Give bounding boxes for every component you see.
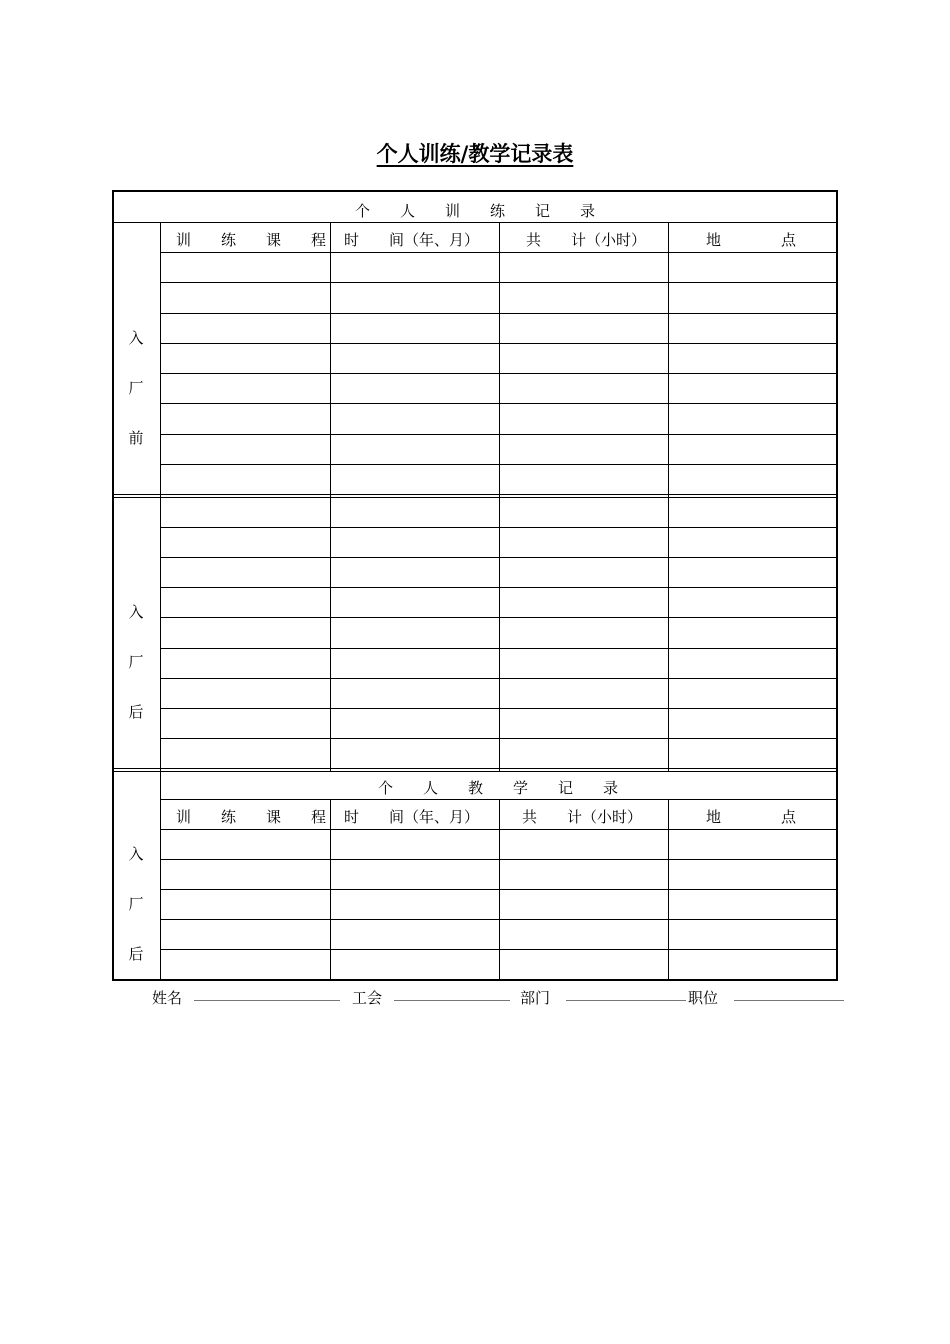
column-divider xyxy=(499,222,500,771)
teaching-record-header: 个 人 教 学 记 录 xyxy=(377,779,618,797)
row-divider xyxy=(160,829,836,830)
side-char: 入 xyxy=(128,845,144,863)
side-label-before-joining xyxy=(114,328,158,478)
record-form xyxy=(112,190,838,981)
col-header-location: 地 点 xyxy=(706,808,797,826)
name-field-line[interactable] xyxy=(194,1000,340,1001)
section-divider xyxy=(114,771,836,772)
side-label-teaching-after-joining xyxy=(114,844,158,994)
side-char: 入 xyxy=(128,603,144,621)
union-field-line[interactable] xyxy=(394,1000,510,1001)
row-divider xyxy=(160,434,836,435)
side-char: 厂 xyxy=(128,379,144,397)
row-divider xyxy=(160,799,836,800)
row-divider xyxy=(160,557,836,558)
col-header-hours: 共 计（小时） xyxy=(522,808,643,826)
row-divider xyxy=(160,859,836,860)
row-divider xyxy=(160,648,836,649)
column-divider xyxy=(668,222,669,771)
row-divider xyxy=(160,373,836,374)
side-char: 厂 xyxy=(128,653,144,671)
side-char: 厂 xyxy=(128,895,144,913)
row-divider xyxy=(160,708,836,709)
section-divider xyxy=(114,497,836,498)
side-char: 后 xyxy=(128,703,144,721)
section-divider xyxy=(114,768,836,769)
row-divider xyxy=(160,949,836,950)
side-label-after-joining xyxy=(114,602,158,752)
column-divider xyxy=(330,222,331,771)
column-divider xyxy=(499,799,500,979)
side-char: 前 xyxy=(128,429,144,447)
column-divider xyxy=(668,799,669,979)
col-header-course: 训 练 课 程 xyxy=(176,808,327,826)
row-divider xyxy=(160,282,836,283)
col-header-hours: 共 计（小时） xyxy=(526,231,647,249)
form-title xyxy=(0,139,950,169)
row-divider xyxy=(160,617,836,618)
row-divider xyxy=(160,403,836,404)
col-header-course: 训 练 课 程 xyxy=(176,231,327,249)
position-field-line[interactable] xyxy=(734,1000,844,1001)
row-divider xyxy=(160,678,836,679)
divider xyxy=(114,222,836,223)
side-char: 入 xyxy=(128,329,144,347)
row-divider xyxy=(160,738,836,739)
row-divider xyxy=(160,343,836,344)
row-divider xyxy=(160,464,836,465)
union-label: 工会 xyxy=(352,989,383,1007)
column-divider xyxy=(330,799,331,979)
col-header-location: 地 点 xyxy=(706,231,797,249)
row-divider xyxy=(160,889,836,890)
section-divider xyxy=(114,494,836,495)
form-footer xyxy=(0,986,950,1010)
row-divider xyxy=(160,587,836,588)
side-char: 后 xyxy=(128,945,144,963)
training-record-header: 个 人 训 练 记 录 xyxy=(354,202,595,220)
department-label: 部门 xyxy=(520,989,551,1007)
department-field-line[interactable] xyxy=(566,1000,686,1001)
row-divider xyxy=(160,252,836,253)
position-label: 职位 xyxy=(688,989,719,1007)
side-column-divider xyxy=(160,222,161,979)
col-header-time: 时 间（年、月） xyxy=(344,231,480,249)
row-divider xyxy=(160,313,836,314)
row-divider xyxy=(160,527,836,528)
col-header-time: 时 间（年、月） xyxy=(344,808,480,826)
form-title-text: 个人训练/教学记录表 xyxy=(376,141,574,166)
name-label: 姓名 xyxy=(152,989,183,1007)
row-divider xyxy=(160,919,836,920)
